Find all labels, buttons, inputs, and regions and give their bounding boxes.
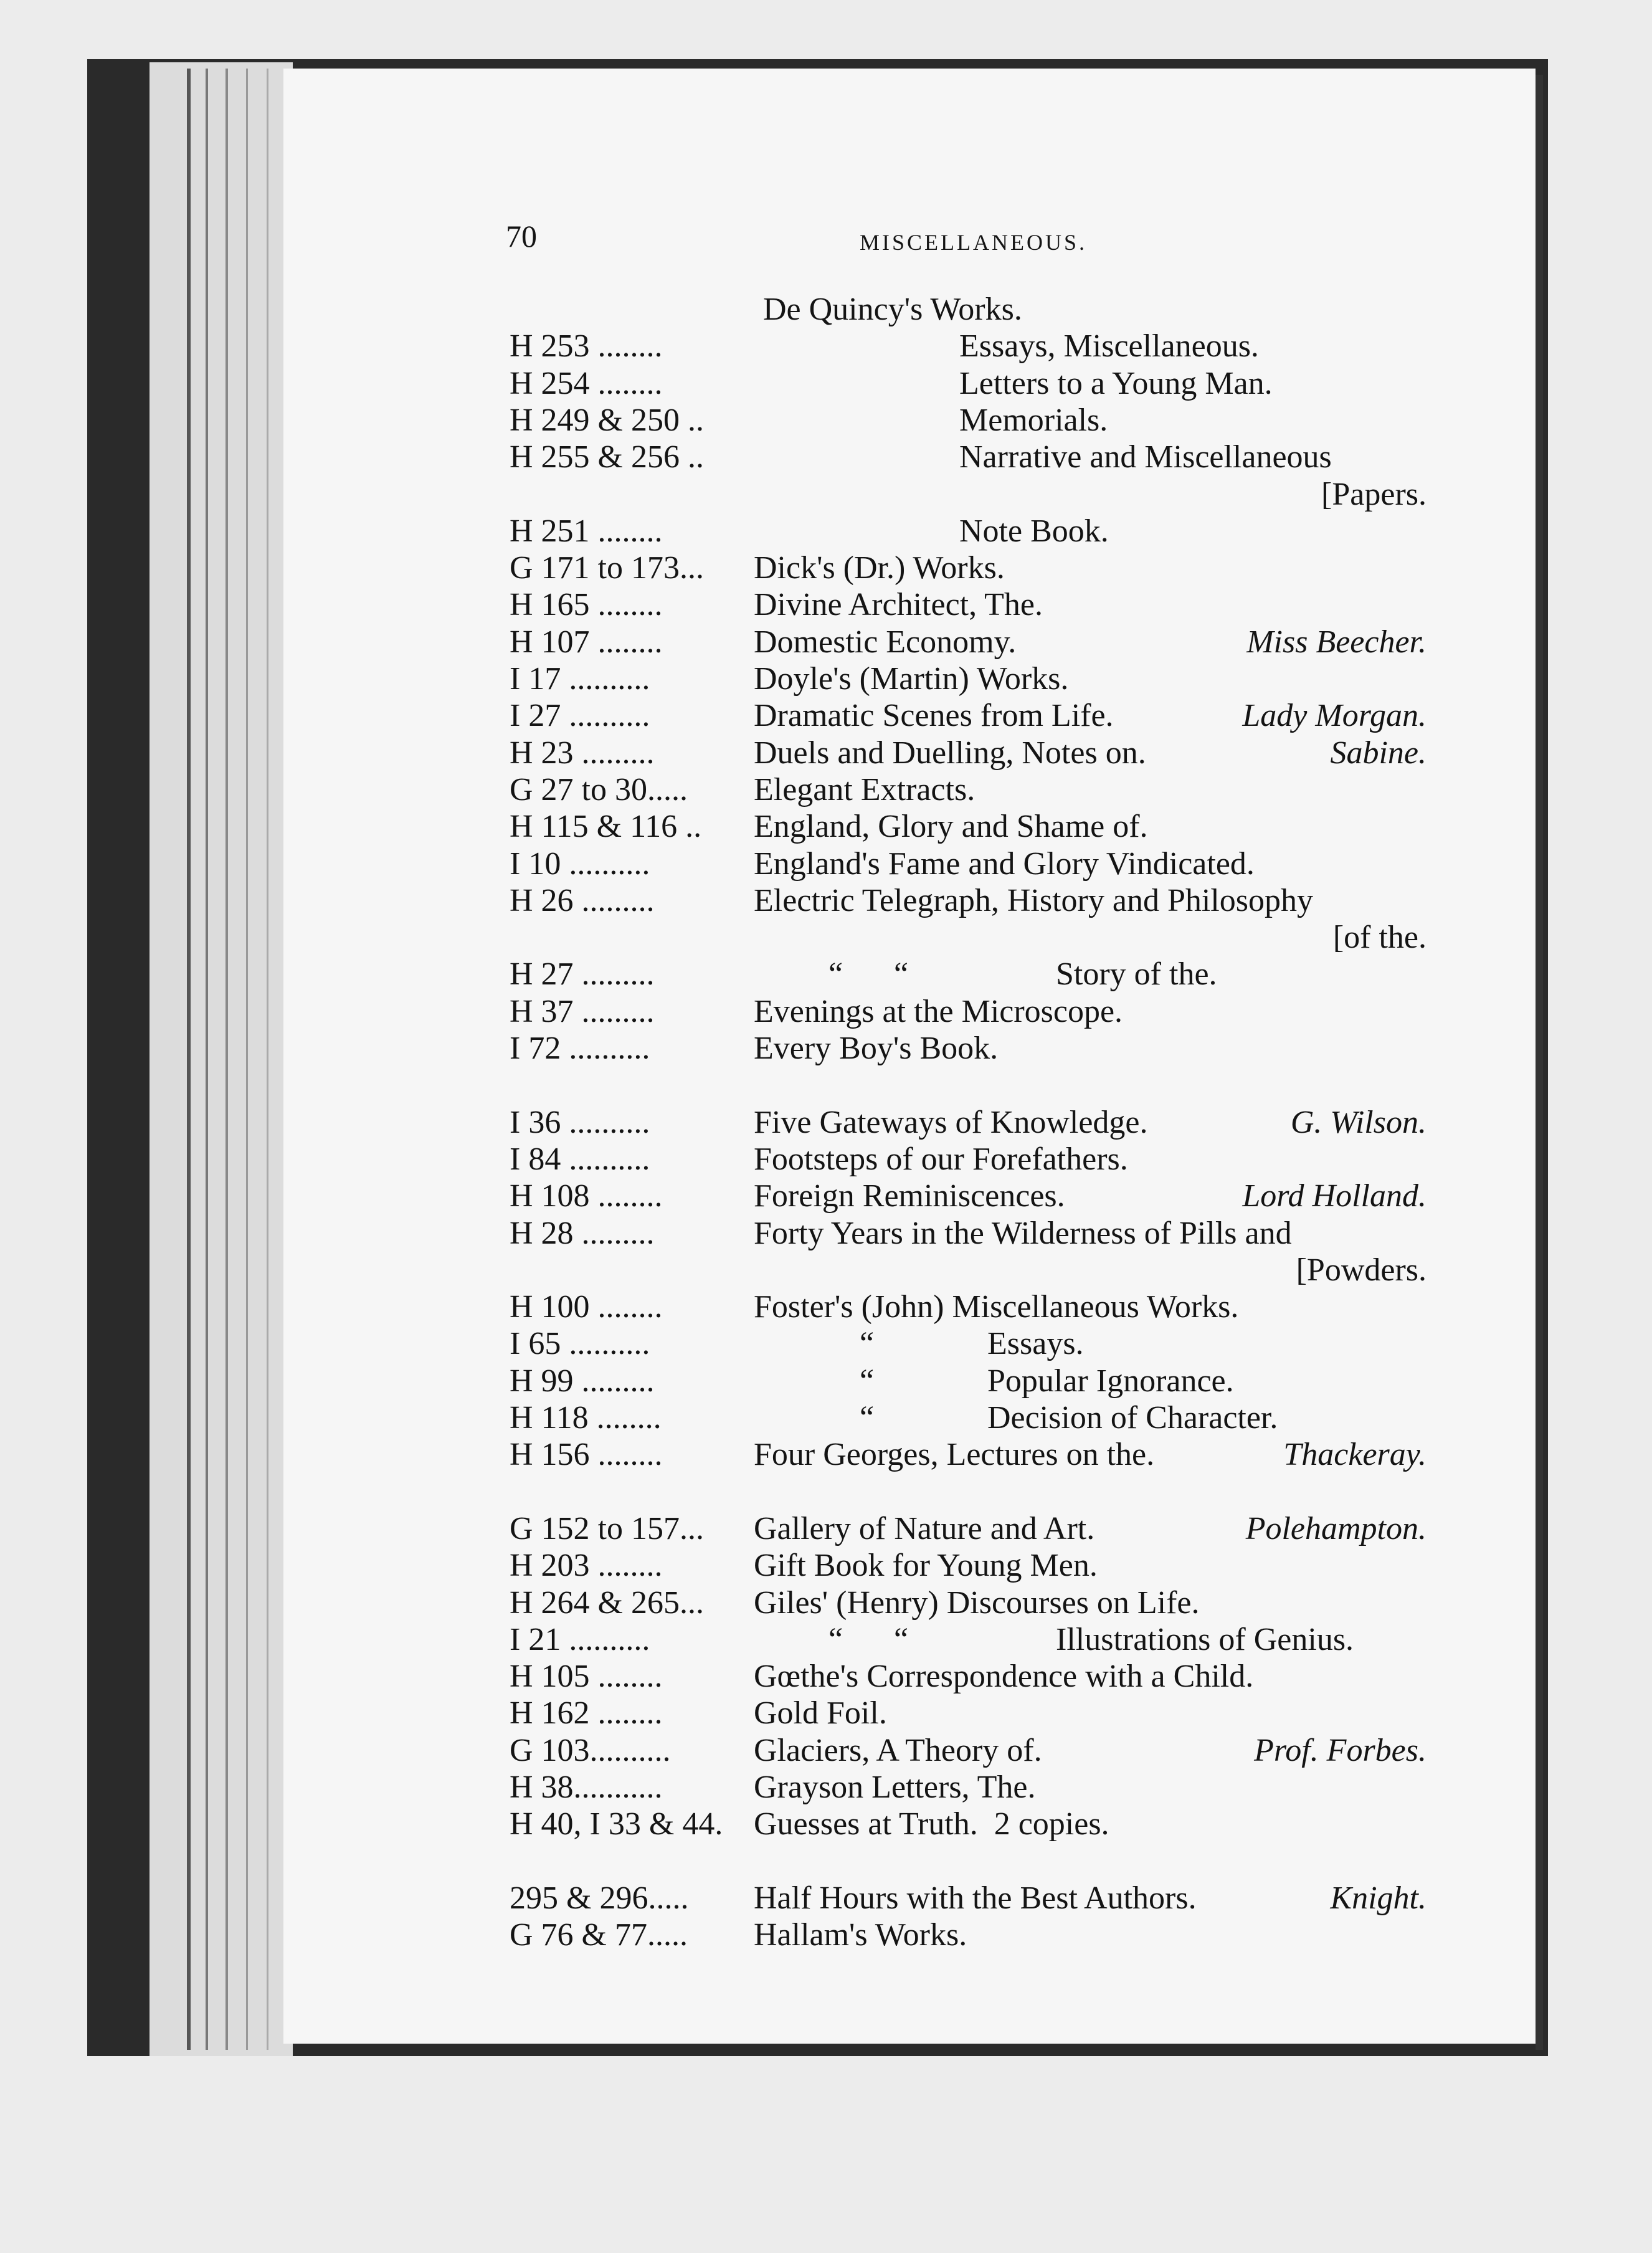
- call-number: 295 & 296.....: [510, 1880, 689, 1916]
- entry-title: Narrative and Miscellaneous: [959, 439, 1332, 475]
- ditto-mark: “: [860, 1326, 875, 1362]
- catalog-entry: [0, 920, 1652, 956]
- entry-title: Domestic Economy.: [754, 624, 1017, 660]
- page-number: 70: [506, 219, 537, 254]
- call-number: H 115 & 116 ..: [510, 809, 702, 845]
- continuation-note: [Powders.: [1296, 1252, 1427, 1288]
- call-number: H 28 .........: [510, 1215, 655, 1251]
- entry-title: Story of the.: [1056, 956, 1217, 993]
- catalog-entry: [0, 402, 1652, 439]
- entry-title: Gœthe's Correspondence with a Child.: [754, 1659, 1254, 1695]
- call-number: H 254 ........: [510, 365, 663, 401]
- catalog-entry: [0, 883, 1652, 919]
- call-number: H 37 .........: [510, 993, 655, 1029]
- catalog-entry: [0, 1067, 1652, 1103]
- call-number: H 264 & 265...: [510, 1584, 704, 1621]
- entry-title: Foster's (John) Miscellaneous Works.: [754, 1289, 1239, 1325]
- entry-title: Four Georges, Lectures on the.: [754, 1437, 1155, 1473]
- catalog-entry: [0, 1252, 1652, 1288]
- catalog-entry: [0, 1806, 1652, 1842]
- entry-title: Every Boy's Book.: [754, 1031, 999, 1066]
- ditto-mark: “: [828, 956, 843, 993]
- catalog-entry: [0, 1400, 1652, 1436]
- call-number: I 72 ..........: [510, 1031, 650, 1066]
- entry-title: Foreign Reminiscences.: [754, 1178, 1065, 1214]
- catalog-entry: [0, 1474, 1652, 1510]
- entry-title: Guesses at Truth. 2 copies.: [754, 1806, 1109, 1842]
- entry-author: Lady Morgan.: [1242, 698, 1427, 734]
- catalog-entry: [0, 735, 1652, 771]
- catalog-entry: [0, 1548, 1652, 1584]
- entry-title: Giles' (Henry) Discourses on Life.: [754, 1584, 1200, 1621]
- catalog-entry: [0, 1289, 1652, 1325]
- call-number: G 103..........: [510, 1732, 671, 1768]
- entry-title: Footsteps of our Forefathers.: [754, 1141, 1128, 1177]
- entry-author: Sabine.: [1330, 735, 1427, 771]
- call-number: G 171 to 173...: [510, 550, 704, 586]
- catalog-entry: [0, 1363, 1652, 1399]
- ditto-mark: “: [860, 1363, 875, 1399]
- ditto-mark: “: [894, 956, 909, 993]
- entry-title: Forty Years in the Wilderness of Pills and: [754, 1215, 1292, 1251]
- call-number: G 27 to 30.....: [510, 771, 688, 807]
- call-number: H 40, I 33 & 44.: [510, 1806, 723, 1842]
- call-number: I 27 ..........: [510, 698, 650, 734]
- entry-author: G. Wilson.: [1290, 1104, 1427, 1140]
- entry-title: Illustrations of Genius.: [1056, 1621, 1354, 1657]
- entry-title: Letters to a Young Man.: [959, 365, 1273, 401]
- entry-title: Note Book.: [959, 513, 1109, 549]
- call-number: G 152 to 157...: [510, 1510, 704, 1546]
- call-number: H 203 ........: [510, 1548, 663, 1584]
- call-number: H 38...........: [510, 1770, 663, 1805]
- entry-title: Electric Telegraph, History and Philosophy: [754, 882, 1313, 918]
- call-number: H 107 ........: [510, 624, 663, 660]
- call-number: I 84 ..........: [510, 1141, 650, 1177]
- entry-title: Dick's (Dr.) Works.: [754, 550, 1005, 586]
- continuation-note: [Papers.: [1321, 476, 1427, 512]
- call-number: I 21 ..........: [510, 1621, 650, 1657]
- entry-title: Popular Ignorance.: [987, 1363, 1234, 1399]
- catalog-entry: [0, 1659, 1652, 1695]
- entry-author: Miss Beecher.: [1246, 624, 1427, 660]
- catalog-entry: [0, 956, 1652, 993]
- catalog-entry: [0, 1437, 1652, 1473]
- entry-title: Duels and Duelling, Notes on.: [754, 735, 1146, 771]
- catalog-entry: [0, 366, 1652, 402]
- entry-title: Half Hours with the Best Authors.: [754, 1880, 1197, 1916]
- catalog-entry: [0, 1622, 1652, 1658]
- call-number: H 105 ........: [510, 1659, 663, 1695]
- catalog-entry: [0, 439, 1652, 475]
- ditto-mark: “: [828, 1621, 843, 1657]
- catalog-entry: [0, 550, 1652, 586]
- call-number: H 249 & 250 ..: [510, 402, 704, 438]
- call-number: I 10 ..........: [510, 845, 650, 882]
- catalog-entry: [0, 1880, 1652, 1917]
- ditto-mark: “: [860, 1400, 875, 1436]
- entry-title: Dramatic Scenes from Life.: [754, 698, 1114, 734]
- catalog-entry: [0, 994, 1652, 1030]
- catalog-entry: [0, 1511, 1652, 1547]
- call-number: H 162 ........: [510, 1695, 663, 1731]
- call-number: I 17 ..........: [510, 661, 650, 697]
- call-number: H 26 .........: [510, 882, 655, 918]
- entry-title: England's Fame and Glory Vindicated.: [754, 845, 1255, 882]
- catalog-entry: [0, 1585, 1652, 1621]
- continuation-note: [of the.: [1332, 920, 1427, 956]
- call-number: I 65 ..........: [510, 1326, 650, 1362]
- call-number: H 100 ........: [510, 1289, 663, 1325]
- call-number: H 165 ........: [510, 587, 663, 623]
- entry-author: Polehampton.: [1245, 1510, 1427, 1546]
- catalog-entry: [0, 292, 1652, 328]
- call-number: H 118 ........: [510, 1400, 662, 1436]
- call-number: H 253 ........: [510, 328, 663, 364]
- catalog-entry: [0, 1141, 1652, 1178]
- entry-title: England, Glory and Shame of.: [754, 809, 1148, 845]
- call-number: G 76 & 77.....: [510, 1917, 688, 1953]
- catalog-entry: [0, 624, 1652, 660]
- entry-title: Grayson Letters, The.: [754, 1770, 1036, 1805]
- call-number: H 255 & 256 ..: [510, 439, 704, 475]
- entry-title: Gift Book for Young Men.: [754, 1548, 1098, 1584]
- call-number: H 23 .........: [510, 735, 655, 771]
- entry-title: Essays.: [987, 1326, 1084, 1362]
- catalog-entry: [0, 1695, 1652, 1731]
- catalog-entry: [0, 1216, 1652, 1252]
- catalog-entry: [0, 1178, 1652, 1214]
- call-number: I 36 ..........: [510, 1104, 650, 1140]
- entry-title: De Quincy's Works.: [763, 292, 1022, 327]
- call-number: H 108 ........: [510, 1178, 663, 1214]
- entry-title: Five Gateways of Knowledge.: [754, 1104, 1148, 1140]
- entry-title: Essays, Miscellaneous.: [959, 328, 1259, 364]
- catalog-entry: [0, 1326, 1652, 1362]
- catalog-entry: [0, 1733, 1652, 1769]
- entry-title: Decision of Character.: [987, 1400, 1278, 1436]
- entry-title: Memorials.: [959, 402, 1108, 438]
- call-number: H 27 .........: [510, 956, 655, 993]
- catalog-entry: [0, 661, 1652, 697]
- entry-title: Gold Foil.: [754, 1695, 887, 1731]
- catalog-entry: [0, 477, 1652, 513]
- catalog-entry: [0, 587, 1652, 623]
- call-number: H 99 .........: [510, 1363, 655, 1399]
- entry-author: Thackeray.: [1283, 1437, 1427, 1473]
- entry-author: Lord Holland.: [1242, 1178, 1427, 1214]
- call-number: H 156 ........: [510, 1437, 663, 1473]
- catalog-entry: [0, 772, 1652, 808]
- catalog-entry: [0, 1770, 1652, 1806]
- catalog-entry: [0, 698, 1652, 734]
- entry-title: Elegant Extracts.: [754, 771, 976, 807]
- call-number: H 251 ........: [510, 513, 663, 549]
- catalog-entry: [0, 809, 1652, 845]
- entry-author: Knight.: [1330, 1880, 1427, 1916]
- ditto-mark: “: [894, 1621, 909, 1657]
- catalog-entry: [0, 1917, 1652, 1953]
- catalog-entry: [0, 1105, 1652, 1141]
- entry-title: Glaciers, A Theory of.: [754, 1732, 1042, 1768]
- entry-title: Gallery of Nature and Art.: [754, 1510, 1095, 1546]
- catalog-entry: [0, 328, 1652, 364]
- entry-title: Divine Architect, The.: [754, 587, 1043, 623]
- catalog-entry: [0, 846, 1652, 882]
- entry-title: Doyle's (Martin) Works.: [754, 661, 1069, 697]
- entry-title: Hallam's Works.: [754, 1917, 967, 1953]
- entry-title: Evenings at the Microscope.: [754, 993, 1123, 1029]
- catalog-entry: [0, 513, 1652, 550]
- entry-author: Prof. Forbes.: [1254, 1732, 1427, 1768]
- catalog-entry: [0, 1031, 1652, 1067]
- running-head: MISCELLANEOUS.: [860, 230, 1088, 255]
- catalog-entry: [0, 1844, 1652, 1880]
